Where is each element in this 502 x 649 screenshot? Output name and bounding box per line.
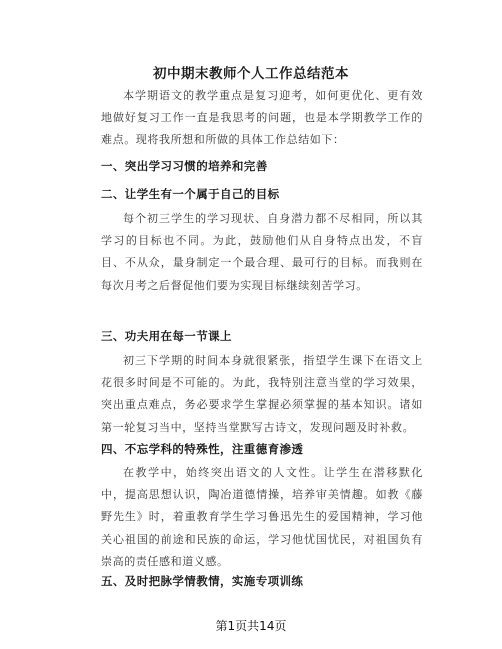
- section-heading-5: 五、及时把脉学情教情，实施专项训练: [101, 574, 304, 588]
- section-body-2: 每个初三学生的学习现状、自身潜力都不尽相同，所以其学习的目标也不同。为此，鼓励他们从自身特点出发，不盲目、不从众，量身制定一个最合理、最可行的目标。而我则在每次月考之后督促他们要为实现目标继续刻苦学习。: [101, 212, 423, 292]
- section-heading-4: 四、不忘学科的特殊性，注重德育渗透: [101, 442, 304, 456]
- section-heading-2: 二、让学生有一个属于自己的目标: [101, 187, 280, 201]
- section-body-4: 在教学中，始终突出语文的人文性。让学生在潜移默化中，提高思想认识，陶冶道德情操，培养审美情趣。如教《藤野先生》时，着重教育学生学习鲁迅先生的爱国精神，学习他关心祖国的前途和民族的命运，学习他忧国忧民，对祖国负有崇高的责任感和道义感。: [101, 466, 423, 568]
- intro-paragraph: 本学期语文的教学重点是复习迎考，如何更优化、更有效地做好复习工作一直是我思考的问题，也是本学期教学工作的难点。现将我所想和所做的具体工作总结如下：: [101, 89, 423, 147]
- section-body-3: 初三下学期的时间本身就很紧张，指望学生课下在语文上花很多时间是不可能的。为此，我特别注意当堂的学习效果，突出重点难点，务必要求学生掌握必须掌握的基本知识。诸如第一轮复习当中，坚持当堂默写古诗文，发现问题及时补救。: [101, 354, 423, 434]
- page-number-footer: 第1页共14页: [215, 619, 287, 633]
- section-heading-3: 三、功夫用在每一节课上: [101, 329, 232, 343]
- section-heading-1: 一、突出学习习惯的培养和完善: [101, 159, 268, 173]
- document-title: 初中期末教师个人工作总结范本: [153, 66, 349, 82]
